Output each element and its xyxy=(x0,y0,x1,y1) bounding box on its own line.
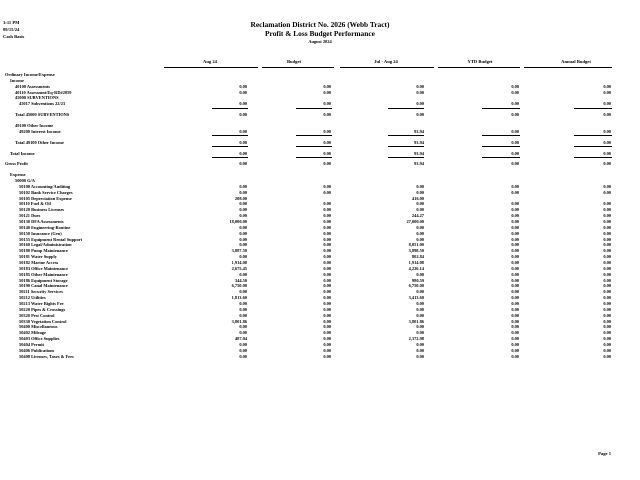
row-value: 3,898.50 xyxy=(408,248,424,254)
row-value: 0.00 xyxy=(239,207,247,213)
row-value: 0.00 xyxy=(416,189,424,195)
row-value: 3,413.60 xyxy=(408,295,424,301)
row-value: 3,887.50 xyxy=(231,248,247,254)
row-value: 0.00 xyxy=(511,300,519,306)
row-value: 0.00 xyxy=(511,283,519,289)
row-value: 0.00 xyxy=(603,101,611,107)
row-value: 8,051.00 xyxy=(408,242,424,248)
row-value: 0.00 xyxy=(416,89,424,95)
row-value: 1,914.08 xyxy=(231,259,247,265)
row-value: 0.00 xyxy=(511,213,519,219)
row-value: 0.00 xyxy=(603,189,611,195)
row-value: 0.00 xyxy=(323,295,331,301)
row-value: 0.00 xyxy=(603,324,611,330)
row-value: 0.00 xyxy=(511,306,519,312)
total-rule xyxy=(388,108,424,109)
row-value: 0.00 xyxy=(511,224,519,230)
row-value: 0.00 xyxy=(511,112,519,118)
total-rule xyxy=(482,157,520,158)
row-label: 50140 Engineering-Routine xyxy=(19,224,71,230)
row-value: 0.00 xyxy=(239,254,247,260)
row-value: 0.00 xyxy=(603,318,611,324)
row-value: 0.00 xyxy=(323,112,331,118)
row-value: 0.00 xyxy=(323,139,331,145)
report-basis: Cash Basis xyxy=(3,34,25,39)
row-value: 0.00 xyxy=(416,271,424,277)
row-value: 93.94 xyxy=(414,139,424,145)
total-rule xyxy=(212,157,248,158)
row-value: 0.00 xyxy=(239,112,247,118)
total-rule xyxy=(388,135,424,136)
row-value: 0.00 xyxy=(323,330,331,336)
column-header: Aug 24 xyxy=(203,59,217,64)
row-value: 0.00 xyxy=(603,341,611,347)
row-value: 487.04 xyxy=(234,336,247,341)
row-value: 344.50 xyxy=(234,277,247,283)
row-value: 0.00 xyxy=(511,248,519,254)
row-label: 50186 Equipment Storage xyxy=(19,277,68,283)
total-rule xyxy=(388,157,424,158)
row-value: 0.00 xyxy=(511,277,519,283)
row-label: 50100 Accounting/Auditing xyxy=(19,183,71,189)
row-label: 50400 Miscellaneous xyxy=(19,324,58,330)
row-label: 50150 Insurance (Gen) xyxy=(19,230,62,236)
row-label: 50408 Licenses, Taxes & Fees xyxy=(19,353,74,359)
table-row xyxy=(0,112,640,118)
row-value: 0.00 xyxy=(323,271,331,277)
row-value: 0.00 xyxy=(239,306,247,312)
row-value: 0.00 xyxy=(416,324,424,330)
row-value: 0.00 xyxy=(511,150,519,156)
row-value: 0.00 xyxy=(511,254,519,260)
row-value: 0.00 xyxy=(323,347,331,353)
row-label: 40100 Assessments xyxy=(15,83,51,89)
row-value: 0.00 xyxy=(603,150,611,156)
row-value: 0.00 xyxy=(239,347,247,353)
row-value: 802.84 xyxy=(411,254,424,260)
row-label: 50121 Dues xyxy=(19,213,41,219)
row-label: 50155 Equipment Rental Support xyxy=(19,236,83,242)
row-value: 0.00 xyxy=(511,259,519,265)
report-period: August 2024 xyxy=(308,39,332,44)
row-value: 0.00 xyxy=(239,312,247,318)
row-value: 0.00 xyxy=(323,230,331,236)
row-value: 0.00 xyxy=(511,347,519,353)
row-value: 6,750.00 xyxy=(231,283,247,289)
row-value: 0.00 xyxy=(239,341,247,347)
row-value: 0.00 xyxy=(323,353,331,359)
row-label: 50000 G/A xyxy=(15,178,35,183)
row-value: 0.00 xyxy=(603,306,611,312)
row-value: 0.00 xyxy=(511,289,519,295)
row-value: 1,914.08 xyxy=(408,259,424,265)
row-value: 0.00 xyxy=(323,189,331,195)
row-value: 0.00 xyxy=(323,341,331,347)
row-value: 0.00 xyxy=(239,236,247,242)
row-value: 0.00 xyxy=(603,248,611,254)
total-rule xyxy=(296,108,332,109)
total-rule xyxy=(574,135,612,136)
row-label: Expense xyxy=(10,172,26,178)
row-value: 0.00 xyxy=(603,283,611,289)
row-value: 0.00 xyxy=(323,242,331,248)
row-value: 0.00 xyxy=(603,236,611,242)
row-label: 49200 Interest Income xyxy=(19,128,61,134)
row-value: 0.00 xyxy=(323,300,331,306)
row-value: 0.00 xyxy=(416,236,424,242)
row-value: 0.00 xyxy=(603,242,611,248)
row-value: 0.00 xyxy=(603,300,611,306)
row-value: 0.00 xyxy=(603,295,611,301)
row-label: 50105 Depreciation Expense xyxy=(19,195,72,201)
row-value: 0.00 xyxy=(323,183,331,189)
row-value: 0.00 xyxy=(416,224,424,230)
table-row xyxy=(0,129,640,135)
row-value: 0.00 xyxy=(323,236,331,242)
row-value: 0.00 xyxy=(323,224,331,230)
column-header: Annual Budget xyxy=(561,59,591,64)
row-value: 0.00 xyxy=(239,353,247,359)
row-value: 0.00 xyxy=(323,254,331,260)
row-value: 0.00 xyxy=(239,150,247,156)
row-value: 0.00 xyxy=(603,112,611,118)
row-label: 50406 Publications xyxy=(19,347,55,353)
row-value: 2,675.45 xyxy=(231,265,247,271)
row-value: 0.00 xyxy=(603,347,611,353)
row-value: 93.94 xyxy=(414,128,424,134)
row-label: 50102 Bank Service Charges xyxy=(19,189,73,195)
row-value: 0.00 xyxy=(323,161,331,167)
row-label: Total 45000 SUBVENTIONS xyxy=(15,112,70,118)
row-value: 0.00 xyxy=(323,336,331,341)
row-label: 50180 Pump Maintenance xyxy=(19,248,68,254)
row-value: 416.00 xyxy=(411,195,424,201)
row-value: 0.00 xyxy=(239,213,247,219)
row-value: 0.00 xyxy=(239,330,247,336)
row-value: 0.00 xyxy=(416,330,424,336)
row-value: 0.00 xyxy=(603,207,611,213)
table-row xyxy=(0,354,640,360)
row-value: 0.00 xyxy=(416,306,424,312)
row-value: 0.00 xyxy=(511,312,519,318)
row-value: 0.00 xyxy=(511,341,519,347)
row-value: 0.00 xyxy=(511,295,519,301)
row-label: 50220 Pipes & Crossings xyxy=(19,306,66,312)
row-value: 0.00 xyxy=(603,230,611,236)
row-value: 0.00 xyxy=(239,101,247,107)
row-value: 0.00 xyxy=(511,89,519,95)
row-label: 50110 Fuel & Oil xyxy=(19,201,51,207)
row-value: 3,801.86 xyxy=(408,318,424,324)
row-value: 0.00 xyxy=(603,89,611,95)
row-value: 0.00 xyxy=(239,183,247,189)
row-value: 208.00 xyxy=(234,195,247,201)
row-value: 0.00 xyxy=(603,289,611,295)
table-row xyxy=(0,101,640,107)
row-value: 0.00 xyxy=(239,83,247,89)
row-value: 2,372.98 xyxy=(408,336,424,341)
row-value: 0.00 xyxy=(511,230,519,236)
row-value: 0.00 xyxy=(511,101,519,107)
row-value: 0.00 xyxy=(323,128,331,134)
row-value: 0.00 xyxy=(416,183,424,189)
row-value: 4,226.14 xyxy=(408,265,424,271)
row-label: 50183 Office Maintenance xyxy=(19,265,69,271)
row-value: 0.00 xyxy=(416,112,424,118)
row-value: 0.00 xyxy=(239,128,247,134)
row-label: Income xyxy=(10,77,24,83)
row-value: 93.94 xyxy=(414,150,424,156)
row-label: 50402 Mileage xyxy=(19,330,46,336)
row-value: 0.00 xyxy=(323,324,331,330)
total-rule xyxy=(296,157,332,158)
row-label: 50182 Marine Access xyxy=(19,259,59,265)
row-value: 0.00 xyxy=(603,353,611,359)
row-value: 0.00 xyxy=(416,300,424,306)
total-rule xyxy=(296,146,332,147)
row-label: 45017 Subventions 22/23 xyxy=(19,101,66,107)
row-value: 0.00 xyxy=(323,150,331,156)
row-value: 0.00 xyxy=(603,254,611,260)
row-label: 50211 Security Services xyxy=(19,289,63,295)
row-value: 0.00 xyxy=(239,139,247,145)
row-value: 0.00 xyxy=(511,161,519,167)
row-value: 0.00 xyxy=(239,161,247,167)
row-label: 50160 Legal/Administration xyxy=(19,242,72,248)
column-header: YTD Budget xyxy=(467,59,493,64)
row-value: 0.00 xyxy=(603,219,611,224)
row-label: 50330 Vegetation Control xyxy=(19,318,67,324)
row-value: 0.00 xyxy=(511,318,519,324)
row-value: 0.00 xyxy=(323,289,331,295)
row-value: 0.00 xyxy=(603,83,611,89)
row-value: 0.00 xyxy=(239,300,247,306)
row-label: 50181 Water Supply xyxy=(19,254,57,260)
row-value: 0.00 xyxy=(323,318,331,324)
table-row xyxy=(0,161,640,167)
row-label: Total 49100 Other Income xyxy=(15,139,64,145)
row-value: 0.00 xyxy=(511,207,519,213)
row-value: 0.00 xyxy=(416,101,424,107)
row-value: 0.00 xyxy=(239,89,247,95)
row-value: 244.27 xyxy=(411,213,424,219)
row-value: 0.00 xyxy=(416,230,424,236)
row-value: 0.00 xyxy=(603,213,611,219)
total-rule xyxy=(574,146,612,147)
row-value: 0.00 xyxy=(511,128,519,134)
total-rule xyxy=(388,146,424,147)
row-value: 0.00 xyxy=(239,201,247,207)
row-value: 980.59 xyxy=(411,277,424,283)
row-label: 50320 Pest Control xyxy=(19,312,55,318)
row-label: Gross Profit xyxy=(5,161,28,167)
row-value: 0.00 xyxy=(603,271,611,277)
row-value: 27,000.00 xyxy=(406,219,424,224)
row-value: 0.00 xyxy=(323,201,331,207)
row-value: 6,750.00 xyxy=(408,283,424,289)
row-value: 0.00 xyxy=(416,201,424,207)
row-label: 50130 DFA Assessments xyxy=(19,219,64,224)
row-value: 0.00 xyxy=(603,183,611,189)
row-value: 0.00 xyxy=(239,242,247,248)
row-value: 0.00 xyxy=(239,189,247,195)
report-date: 09/15/24 xyxy=(3,27,20,32)
row-value: 0.00 xyxy=(323,219,331,224)
row-value: 0.00 xyxy=(511,83,519,89)
row-label: Total Income xyxy=(10,150,35,156)
row-value: 0.00 xyxy=(511,265,519,271)
row-value: 0.00 xyxy=(603,161,611,167)
company-name: Reclamation District No. 2026 (Webb Tract) xyxy=(250,20,390,29)
row-value: 0.00 xyxy=(323,213,331,219)
row-label: 50212 Utilities xyxy=(19,295,46,301)
row-value: 0.00 xyxy=(323,265,331,271)
row-value: 0.00 xyxy=(511,139,519,145)
row-value: 0.00 xyxy=(416,353,424,359)
total-rule xyxy=(212,135,248,136)
row-value: 0.00 xyxy=(511,219,519,224)
row-value: 0.00 xyxy=(323,207,331,213)
row-value: 0.00 xyxy=(603,336,611,341)
total-rule xyxy=(482,146,520,147)
row-value: 0.00 xyxy=(323,283,331,289)
total-rule xyxy=(482,108,520,109)
row-value: 93.94 xyxy=(414,161,424,167)
total-rule xyxy=(482,135,520,136)
row-value: 0.00 xyxy=(239,230,247,236)
row-value: 0.00 xyxy=(416,289,424,295)
row-label: 50190 Canal Maintenance xyxy=(19,283,68,289)
row-value: 0.00 xyxy=(511,183,519,189)
row-value: 0.00 xyxy=(239,289,247,295)
row-value: 0.00 xyxy=(511,271,519,277)
row-value: 0.00 xyxy=(416,83,424,89)
row-value: 0.00 xyxy=(323,277,331,283)
row-label: 50185 Other Maintenance xyxy=(19,271,68,277)
row-value: 0.00 xyxy=(416,341,424,347)
total-rule xyxy=(296,135,332,136)
row-value: 0.00 xyxy=(603,128,611,134)
row-value: 0.00 xyxy=(511,353,519,359)
column-header: Budget xyxy=(286,59,302,64)
row-value: 1,813.60 xyxy=(231,295,247,301)
row-value: 0.00 xyxy=(603,312,611,318)
row-value: 0.00 xyxy=(323,312,331,318)
row-label: 45000 SUBVENTIONS xyxy=(15,95,59,101)
row-value: 0.00 xyxy=(603,259,611,265)
table-row xyxy=(0,151,640,157)
row-label: Ordinary Income/Expense xyxy=(5,72,55,77)
row-value: 0.00 xyxy=(511,324,519,330)
total-rule xyxy=(212,108,248,109)
row-value: 0.00 xyxy=(511,236,519,242)
row-value: 0.00 xyxy=(511,330,519,336)
row-label: 50404 Permit xyxy=(19,341,44,347)
row-value: 0.00 xyxy=(603,139,611,145)
row-value: 0.00 xyxy=(603,224,611,230)
row-value: 0.00 xyxy=(511,336,519,341)
row-label: 50120 Business Licenses xyxy=(19,207,65,213)
row-value: 3,801.86 xyxy=(231,318,247,324)
row-value: 0.00 xyxy=(323,89,331,95)
row-value: 0.00 xyxy=(323,306,331,312)
row-label: 40110 Assessmnt/Eq-RD#2059 xyxy=(15,89,72,95)
row-value: 0.00 xyxy=(603,265,611,271)
total-rule xyxy=(574,157,612,158)
row-value: 0.00 xyxy=(511,201,519,207)
row-value: 0.00 xyxy=(416,347,424,353)
row-value: 0.00 xyxy=(239,224,247,230)
report-time: 3:11 PM xyxy=(3,20,20,25)
row-value: 0.00 xyxy=(239,324,247,330)
row-value: 0.00 xyxy=(603,330,611,336)
row-value: 0.00 xyxy=(416,312,424,318)
report-title: Profit & Loss Budget Performance xyxy=(265,29,375,38)
row-value: 0.00 xyxy=(239,271,247,277)
row-label: 50403 Office Supplies xyxy=(19,336,60,341)
row-value: 0.00 xyxy=(323,248,331,254)
column-header: Jul - Aug 24 xyxy=(374,59,398,64)
row-value: 0.00 xyxy=(511,242,519,248)
row-label: 49100 Other Income xyxy=(15,122,54,128)
row-value: 0.00 xyxy=(323,259,331,265)
table-row xyxy=(0,140,640,146)
page-number: Page 1 xyxy=(598,451,611,456)
row-value: 0.00 xyxy=(323,83,331,89)
row-label: 50213 Water Rights Fee xyxy=(19,300,64,306)
total-rule xyxy=(212,146,248,147)
row-value: 0.00 xyxy=(603,201,611,207)
row-value: 0.00 xyxy=(603,277,611,283)
row-value: 18,000.00 xyxy=(229,219,247,224)
total-rule xyxy=(574,108,612,109)
row-value: 0.00 xyxy=(511,189,519,195)
row-value: 0.00 xyxy=(416,207,424,213)
row-value: 0.00 xyxy=(323,101,331,107)
